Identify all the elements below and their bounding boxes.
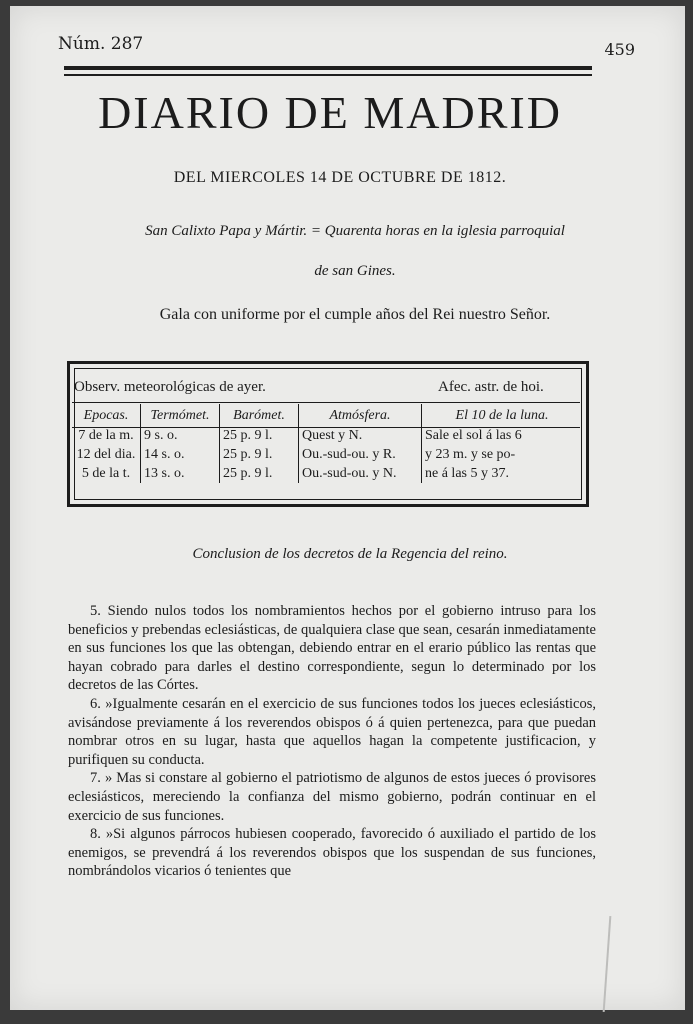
newspaper-page [10, 6, 685, 1010]
article-paragraph: 5. Siendo nulos todos los nombramientos hechos por el gobierno intruso para los beneficios y prebendas eclesiásticas, de qualquiera clase que sean, cesarán inmediatamente en sus funciones los que las obtengan, debiendo entrar en el erario público las rentas que hayan cobrado para darles el destino correspondiente, segun lo determinado por los decretos de las Córtes. [68, 603, 596, 694]
article-paragraph: 6. »Igualmente cesarán en el exercicio de sus funciones todos los jueces eclesiásticos, avisándose previamente á los reverendos obispos ó á quien pertenezca, para que puedan nombrar otros en su lugar, hasta que aquellos hagan la competente justificacion, y purifiquen su conducta. [68, 695, 596, 768]
table-cell: 25 p. 9 l. [220, 426, 299, 445]
table-cell: 25 p. 9 l. [220, 464, 299, 483]
table-cell: Ou.-sud-ou. y N. [299, 464, 422, 483]
table-cell: ne á las 5 y 37. [422, 464, 583, 483]
weather-table-title: Observ. meteorológicas de ayer. [74, 379, 266, 395]
column-header: Barómet. [220, 404, 299, 426]
table-cell: 5 de la t. [81, 466, 131, 481]
article-heading: Conclusion de los decretos de la Regencia del reino. [192, 546, 508, 562]
astro-table-title: Afec. astr. de hoi. [438, 379, 544, 395]
table-cell: Quest y N. [299, 426, 422, 445]
masthead-rule-bottom [64, 74, 592, 76]
table-row [72, 445, 582, 464]
page-number: 459 [604, 40, 635, 59]
weather-table [72, 404, 582, 483]
date-line: DEL MIERCOLES 14 DE OCTUBRE DE 1812. [173, 169, 507, 186]
table-cell: Ou.-sud-ou. y R. [299, 445, 422, 464]
table-cell: Sale el sol á las 6 [422, 426, 583, 445]
table-row [72, 426, 582, 445]
article-paragraph: 7. » Mas si constare al gobierno el patriotismo de algunos de estos jueces ó provisores eclesiásticos, mereciendo la confianza del mismo gobierno, podrán continuar en el exercicio de sus funciones. [68, 770, 596, 824]
table-cell: 12 del dia. [76, 447, 136, 462]
table-cell: 14 s. o. [141, 445, 220, 464]
article-paragraph: 8. »Si algunos párrocos hubiesen cooperado, favorecido ó auxiliado el partido de los enemigos, se prevendrá á los reverendos obispos que los suspendan de sus funciones, nombrándolos vicarios ó tenientes que [68, 826, 596, 880]
paper-crease [603, 916, 612, 1012]
gala-notice: Gala con uniforme por el cumple años del Rei nuestro Señor. [159, 306, 551, 323]
saint-line: San Calixto Papa y Mártir. = Quarenta horas en la iglesia parroquial [145, 223, 565, 239]
table-cell: 25 p. 9 l. [220, 445, 299, 464]
weather-table-header-row [72, 404, 582, 426]
column-header: Atmósfera. [299, 404, 422, 426]
issue-number: Núm. 287 [58, 34, 144, 54]
column-header: El 10 de la luna. [422, 404, 583, 426]
column-header: Epocas. [83, 407, 129, 423]
weather-table-divider [72, 402, 580, 403]
table-cell: y 23 m. y se po- [422, 445, 583, 464]
table-row [72, 464, 582, 483]
masthead-title: DIARIO DE MADRID [98, 87, 562, 138]
masthead-rule-top [64, 66, 592, 70]
table-cell: 9 s. o. [141, 426, 220, 445]
article-body [68, 602, 596, 881]
table-cell: 7 de la m. [78, 428, 134, 443]
table-cell: 13 s. o. [141, 464, 220, 483]
saint-line-continued: de san Gines. [314, 263, 396, 279]
column-header: Termómet. [141, 404, 220, 426]
